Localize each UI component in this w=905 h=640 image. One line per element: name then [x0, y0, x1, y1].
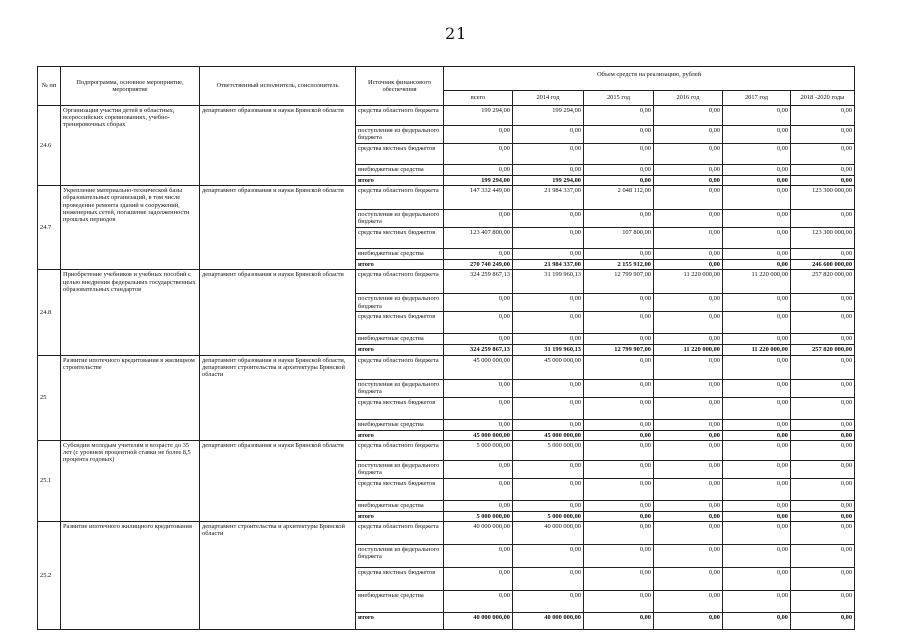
amount-cell: 0,00 [723, 478, 791, 500]
amount-cell: 0,00 [791, 500, 855, 511]
amount-cell: 0,00 [791, 430, 855, 440]
amount-cell: 0,00 [513, 460, 584, 478]
amount-cell: 0,00 [791, 176, 855, 186]
amount-cell: 0,00 [654, 228, 723, 249]
table-row [38, 106, 855, 126]
funding-source: поступления из федерального бюджета [356, 126, 444, 144]
amount-cell: 0,00 [584, 294, 654, 312]
amount-cell: 0,00 [444, 460, 513, 478]
amount-cell: 40 000 000,00 [444, 613, 513, 630]
amount-cell: 0,00 [513, 165, 584, 176]
amount-cell: 0,00 [723, 591, 791, 613]
amount-cell: 0,00 [444, 478, 513, 500]
amount-cell: 270 740 249,00 [444, 260, 513, 270]
item-executor: департамент образования и науки Брянской области, департамент строительства и архитектуры Брянской области [200, 355, 356, 440]
funding-source: средства областного бюджета [356, 355, 444, 379]
amount-cell: 0,00 [654, 568, 723, 591]
amount-cell: 0,00 [584, 165, 654, 176]
amount-cell: 0,00 [513, 379, 584, 397]
amount-cell: 0,00 [791, 144, 855, 165]
amount-cell: 0,00 [513, 144, 584, 165]
amount-cell: 0,00 [444, 397, 513, 419]
amount-cell: 21 984 337,00 [513, 186, 584, 210]
amount-cell: 0,00 [584, 397, 654, 419]
amount-cell: 0,00 [791, 165, 855, 176]
amount-cell: 0,00 [654, 440, 723, 460]
header-year: 2017 год [723, 91, 791, 106]
amount-cell: 45 000 000,00 [513, 355, 584, 379]
funding-source: средства местных бюджетов [356, 478, 444, 500]
item-name: Укрепление материально-технической базы образовательных организаций, в том числе проведение ремонта зданий и сооружений, инженерных сетей, погашение задолженности прошлых периодов [61, 186, 200, 270]
amount-cell: 147 332 449,00 [444, 186, 513, 210]
amount-cell: 324 259 867,13 [444, 270, 513, 294]
amount-cell: 324 259 867,13 [444, 345, 513, 355]
amount-cell: 0,00 [584, 176, 654, 186]
amount-cell: 0,00 [444, 165, 513, 176]
amount-cell: 0,00 [723, 545, 791, 568]
header-year: 2015 год [584, 91, 654, 106]
item-code: 24.6 [38, 106, 61, 186]
item-executor: департамент образования и науки Брянской области [200, 270, 356, 355]
amount-cell: 0,00 [723, 260, 791, 270]
header-year: 2014 год [513, 91, 584, 106]
amount-cell: 0,00 [584, 545, 654, 568]
amount-cell: 0,00 [654, 106, 723, 126]
header-program: Подпрограмма, основное мероприятие, мероприятие [61, 67, 200, 106]
amount-cell: 0,00 [791, 568, 855, 591]
funding-source: поступления из федерального бюджета [356, 545, 444, 568]
amount-cell: 0,00 [584, 511, 654, 521]
amount-cell: 0,00 [654, 478, 723, 500]
item-code: 24.8 [38, 270, 61, 355]
funding-source: средства местных бюджетов [356, 312, 444, 334]
amount-cell: 12 799 907,00 [584, 345, 654, 355]
amount-cell: 5 000 000,00 [513, 511, 584, 521]
funding-source: средства областного бюджета [356, 522, 444, 545]
amount-cell: 12 799 907,00 [584, 270, 654, 294]
amount-cell: 0,00 [584, 613, 654, 630]
amount-cell: 0,00 [723, 522, 791, 545]
funding-source: внебюджетные средства [356, 500, 444, 511]
funding-source: внебюджетные средства [356, 419, 444, 430]
amount-cell: 0,00 [444, 591, 513, 613]
amount-cell: 0,00 [584, 379, 654, 397]
funding-source: средства местных бюджетов [356, 568, 444, 591]
funding-source: итого [356, 430, 444, 440]
amount-cell: 0,00 [723, 249, 791, 260]
amount-cell: 0,00 [513, 478, 584, 500]
table-body [38, 106, 855, 630]
amount-cell: 0,00 [584, 419, 654, 430]
amount-cell: 0,00 [654, 249, 723, 260]
amount-cell: 2 155 912,00 [584, 260, 654, 270]
amount-cell: 21 984 337,00 [513, 260, 584, 270]
amount-cell: 0,00 [723, 176, 791, 186]
amount-cell: 0,00 [723, 186, 791, 210]
header-source: Источник финансового обеспечения [356, 67, 444, 106]
amount-cell: 45 000 000,00 [513, 430, 584, 440]
amount-cell: 0,00 [584, 591, 654, 613]
amount-cell: 0,00 [723, 440, 791, 460]
amount-cell: 5 000 000,00 [444, 440, 513, 460]
funding-source: средства областного бюджета [356, 186, 444, 210]
funding-source: итого [356, 176, 444, 186]
table-row [38, 186, 855, 210]
funding-source: итого [356, 260, 444, 270]
amount-cell: 0,00 [723, 568, 791, 591]
funding-source: итого [356, 613, 444, 630]
amount-cell: 0,00 [513, 397, 584, 419]
amount-cell: 0,00 [584, 522, 654, 545]
amount-cell: 0,00 [513, 591, 584, 613]
amount-cell: 0,00 [791, 397, 855, 419]
amount-cell: 0,00 [723, 500, 791, 511]
amount-cell: 45 000 000,00 [444, 430, 513, 440]
header-executor: Ответственный исполнитель, соисполнитель [200, 67, 356, 106]
amount-cell: 0,00 [584, 430, 654, 440]
amount-cell: 199 294,00 [513, 106, 584, 126]
amount-cell: 0,00 [584, 568, 654, 591]
amount-cell: 0,00 [513, 419, 584, 430]
funding-source: поступления из федерального бюджета [356, 379, 444, 397]
amount-cell: 0,00 [584, 312, 654, 334]
amount-cell: 0,00 [791, 591, 855, 613]
amount-cell: 0,00 [723, 511, 791, 521]
amount-cell: 0,00 [723, 228, 791, 249]
amount-cell: 0,00 [444, 419, 513, 430]
amount-cell: 0,00 [513, 568, 584, 591]
amount-cell: 257 820 000,00 [791, 270, 855, 294]
amount-cell: 0,00 [791, 613, 855, 630]
amount-cell: 0,00 [791, 210, 855, 228]
funding-source: средства местных бюджетов [356, 397, 444, 419]
amount-cell: 0,00 [584, 144, 654, 165]
amount-cell: 0,00 [723, 355, 791, 379]
amount-cell: 0,00 [513, 249, 584, 260]
amount-cell: 0,00 [444, 249, 513, 260]
amount-cell: 31 199 960,13 [513, 345, 584, 355]
amount-cell: 123 300 000,00 [791, 228, 855, 249]
amount-cell: 0,00 [723, 106, 791, 126]
amount-cell: 0,00 [791, 294, 855, 312]
funding-source: средства областного бюджета [356, 440, 444, 460]
amount-cell: 0,00 [513, 545, 584, 568]
amount-cell: 0,00 [723, 126, 791, 144]
amount-cell: 199 294,00 [444, 106, 513, 126]
amount-cell: 0,00 [654, 460, 723, 478]
amount-cell: 5 000 000,00 [444, 511, 513, 521]
amount-cell: 123 407 800,00 [444, 228, 513, 249]
header-year: 2018 -2020 годы [791, 91, 855, 106]
amount-cell: 45 000 000,00 [444, 355, 513, 379]
item-name: Организация участия детей в областных, всероссийских соревнованиях, учебно-тренировочных сборах [61, 106, 200, 186]
amount-cell: 11 220 000,00 [723, 270, 791, 294]
header-year: всего [444, 91, 513, 106]
budget-table [37, 66, 855, 630]
amount-cell: 0,00 [791, 478, 855, 500]
amount-cell: 0,00 [444, 379, 513, 397]
amount-cell: 0,00 [723, 312, 791, 334]
amount-cell: 0,00 [791, 511, 855, 521]
header-year: 2016 год [654, 91, 723, 106]
amount-cell: 0,00 [444, 144, 513, 165]
item-executor: департамент образования и науки Брянской области [200, 186, 356, 270]
amount-cell: 0,00 [791, 440, 855, 460]
amount-cell: 0,00 [723, 397, 791, 419]
amount-cell: 0,00 [513, 228, 584, 249]
amount-cell: 0,00 [654, 165, 723, 176]
item-name: Развитие ипотечного кредитования в жилищном строительстве [61, 355, 200, 440]
amount-cell: 0,00 [513, 210, 584, 228]
funding-source: внебюджетные средства [356, 334, 444, 345]
page-number: 21 [445, 24, 468, 43]
item-executor: департамент образования и науки Брянской области [200, 440, 356, 521]
amount-cell: 0,00 [791, 522, 855, 545]
funding-source: поступления из федерального бюджета [356, 294, 444, 312]
amount-cell: 0,00 [654, 186, 723, 210]
amount-cell: 0,00 [791, 379, 855, 397]
amount-cell: 40 000 000,00 [513, 613, 584, 630]
amount-cell: 5 000 000,00 [513, 440, 584, 460]
amount-cell: 0,00 [444, 545, 513, 568]
amount-cell: 0,00 [654, 430, 723, 440]
amount-cell: 0,00 [584, 460, 654, 478]
amount-cell: 0,00 [444, 312, 513, 334]
amount-cell: 0,00 [654, 144, 723, 165]
amount-cell: 0,00 [723, 210, 791, 228]
amount-cell: 0,00 [444, 210, 513, 228]
amount-cell: 0,00 [654, 522, 723, 545]
amount-cell: 0,00 [723, 430, 791, 440]
item-code: 25 [38, 355, 61, 440]
amount-cell: 0,00 [654, 312, 723, 334]
amount-cell: 199 294,00 [513, 176, 584, 186]
amount-cell: 0,00 [654, 334, 723, 345]
amount-cell: 246 600 000,00 [791, 260, 855, 270]
funding-source: средства местных бюджетов [356, 144, 444, 165]
amount-cell: 0,00 [584, 500, 654, 511]
funding-source: итого [356, 345, 444, 355]
amount-cell: 0,00 [513, 334, 584, 345]
amount-cell: 40 000 000,00 [513, 522, 584, 545]
amount-cell: 0,00 [723, 379, 791, 397]
amount-cell: 0,00 [791, 355, 855, 379]
amount-cell: 0,00 [654, 126, 723, 144]
amount-cell: 0,00 [791, 126, 855, 144]
amount-cell: 0,00 [791, 545, 855, 568]
amount-cell: 0,00 [723, 613, 791, 630]
item-code: 25.2 [38, 522, 61, 630]
amount-cell: 2 048 112,00 [584, 186, 654, 210]
amount-cell: 40 000 000,00 [444, 522, 513, 545]
amount-cell: 0,00 [654, 500, 723, 511]
item-name: Приобретение учебников и учебных пособий с целью внедрения федеральных государственных образовательных стандартов [61, 270, 200, 355]
amount-cell: 0,00 [654, 419, 723, 430]
amount-cell: 257 820 000,00 [791, 345, 855, 355]
header-volume: Объем средств на реализацию, рублей [444, 67, 855, 91]
amount-cell: 0,00 [654, 511, 723, 521]
funding-source: итого [356, 511, 444, 521]
amount-cell: 0,00 [791, 460, 855, 478]
amount-cell: 0,00 [654, 379, 723, 397]
table-row [38, 270, 855, 294]
amount-cell: 0,00 [444, 294, 513, 312]
funding-source: внебюджетные средства [356, 249, 444, 260]
amount-cell: 0,00 [654, 613, 723, 630]
amount-cell: 0,00 [654, 210, 723, 228]
item-name: Субсидии молодым учителям в возрасте до 35 лет (с уровнем процентной ставки не более 8,5 процента годовых) [61, 440, 200, 521]
funding-source: внебюджетные средства [356, 591, 444, 613]
item-executor: департамент строительства и архитектуры Брянской области [200, 522, 356, 630]
item-code: 24.7 [38, 186, 61, 270]
funding-source: поступления из федерального бюджета [356, 460, 444, 478]
amount-cell: 0,00 [584, 210, 654, 228]
item-executor: департамент образования и науки Брянской области [200, 106, 356, 186]
amount-cell: 0,00 [791, 312, 855, 334]
amount-cell: 0,00 [513, 126, 584, 144]
table-row [38, 440, 855, 460]
amount-cell: 0,00 [584, 249, 654, 260]
table-row [38, 355, 855, 379]
funding-source: внебюджетные средства [356, 165, 444, 176]
amount-cell: 0,00 [584, 440, 654, 460]
amount-cell: 0,00 [723, 334, 791, 345]
amount-cell: 0,00 [513, 294, 584, 312]
item-name: Развитие ипотечного жилищного кредитования [61, 522, 200, 630]
table-row [38, 522, 855, 545]
amount-cell: 0,00 [723, 144, 791, 165]
amount-cell: 0,00 [791, 249, 855, 260]
amount-cell: 0,00 [723, 419, 791, 430]
amount-cell: 0,00 [584, 126, 654, 144]
amount-cell: 11 220 000,00 [654, 270, 723, 294]
amount-cell: 11 220 000,00 [654, 345, 723, 355]
funding-source: поступления из федерального бюджета [356, 210, 444, 228]
amount-cell: 0,00 [654, 591, 723, 613]
item-code: 25.1 [38, 440, 61, 521]
amount-cell: 0,00 [791, 334, 855, 345]
amount-cell: 0,00 [654, 294, 723, 312]
amount-cell: 0,00 [654, 176, 723, 186]
amount-cell: 0,00 [584, 334, 654, 345]
amount-cell: 11 220 000,00 [723, 345, 791, 355]
amount-cell: 0,00 [444, 568, 513, 591]
amount-cell: 199 294,00 [444, 176, 513, 186]
amount-cell: 0,00 [723, 165, 791, 176]
funding-source: средства областного бюджета [356, 106, 444, 126]
amount-cell: 31 199 960,13 [513, 270, 584, 294]
amount-cell: 107 800,00 [584, 228, 654, 249]
amount-cell: 0,00 [791, 419, 855, 430]
amount-cell: 0,00 [654, 545, 723, 568]
amount-cell: 0,00 [584, 106, 654, 126]
amount-cell: 0,00 [723, 460, 791, 478]
amount-cell: 0,00 [791, 106, 855, 126]
amount-cell: 123 300 000,00 [791, 186, 855, 210]
amount-cell: 0,00 [654, 355, 723, 379]
amount-cell: 0,00 [723, 294, 791, 312]
amount-cell: 0,00 [654, 397, 723, 419]
amount-cell: 0,00 [654, 260, 723, 270]
header-num: № пп [38, 67, 61, 106]
amount-cell: 0,00 [584, 478, 654, 500]
funding-source: средства областного бюджета [356, 270, 444, 294]
amount-cell: 0,00 [513, 500, 584, 511]
amount-cell: 0,00 [444, 500, 513, 511]
amount-cell: 0,00 [444, 334, 513, 345]
funding-source: средства местных бюджетов [356, 228, 444, 249]
amount-cell: 0,00 [513, 312, 584, 334]
amount-cell: 0,00 [444, 126, 513, 144]
amount-cell: 0,00 [584, 355, 654, 379]
